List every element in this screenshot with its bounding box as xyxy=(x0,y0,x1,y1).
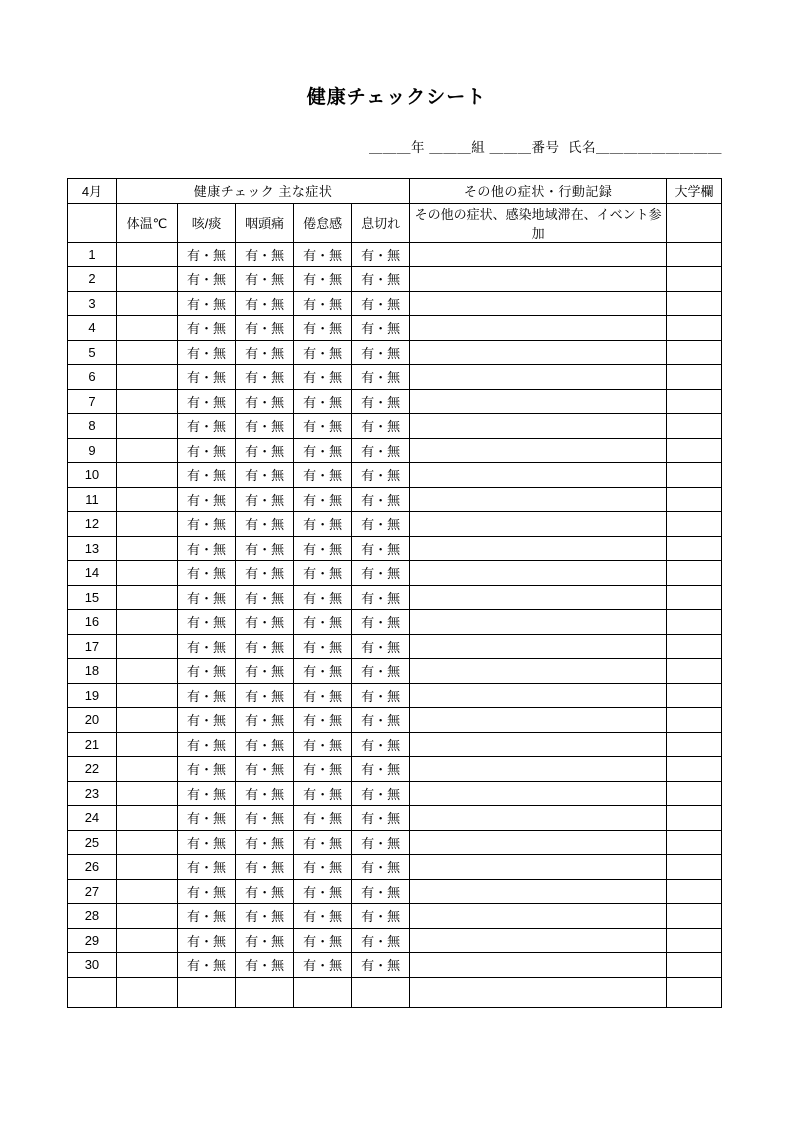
table-row xyxy=(68,928,722,953)
breath-yes-no-cell[interactable] xyxy=(352,977,410,1007)
cough-yes-no-cell[interactable]: 有・無 xyxy=(178,904,236,929)
table-row xyxy=(68,512,722,537)
temperature-input-cell[interactable] xyxy=(116,585,177,610)
other-notes-cell[interactable] xyxy=(410,732,667,757)
table-row xyxy=(68,561,722,586)
breath-yes-no-cell[interactable]: 有・無 xyxy=(352,806,410,831)
cough-yes-no-cell[interactable]: 有・無 xyxy=(178,389,236,414)
table-row xyxy=(68,438,722,463)
cough-yes-no-cell[interactable]: 有・無 xyxy=(178,634,236,659)
other-notes-cell[interactable] xyxy=(410,316,667,341)
table-row xyxy=(68,316,722,341)
university-column-cell[interactable] xyxy=(666,683,721,708)
temperature-input-cell[interactable] xyxy=(116,414,177,439)
university-column-cell[interactable] xyxy=(666,757,721,782)
university-column-cell[interactable] xyxy=(666,659,721,684)
temperature-input-cell[interactable] xyxy=(116,879,177,904)
temperature-input-cell[interactable] xyxy=(116,487,177,512)
temperature-input-cell[interactable] xyxy=(116,634,177,659)
cough-yes-no-cell[interactable]: 有・無 xyxy=(178,536,236,561)
temperature-input-cell[interactable] xyxy=(116,536,177,561)
other-notes-cell[interactable] xyxy=(410,389,667,414)
health-check-table xyxy=(67,178,722,1008)
breath-yes-no-cell[interactable]: 有・無 xyxy=(352,855,410,880)
fatigue-yes-no-cell[interactable]: 有・無 xyxy=(294,830,352,855)
day-number-cell: 21 xyxy=(68,732,117,757)
header-fatigue: 倦怠感 xyxy=(294,203,352,242)
temperature-input-cell[interactable] xyxy=(116,781,177,806)
temperature-input-cell[interactable] xyxy=(116,830,177,855)
fatigue-yes-no-cell[interactable]: 有・無 xyxy=(294,585,352,610)
fatigue-yes-no-cell[interactable]: 有・無 xyxy=(294,242,352,267)
header-shortness-of-breath: 息切れ xyxy=(352,203,410,242)
table-row xyxy=(68,389,722,414)
other-notes-cell[interactable] xyxy=(410,855,667,880)
cough-yes-no-cell[interactable]: 有・無 xyxy=(178,610,236,635)
breath-yes-no-cell[interactable]: 有・無 xyxy=(352,561,410,586)
university-column-cell[interactable] xyxy=(666,291,721,316)
day-number-cell: 9 xyxy=(68,438,117,463)
day-number-cell: 23 xyxy=(68,781,117,806)
temperature-input-cell[interactable] xyxy=(116,928,177,953)
fatigue-yes-no-cell[interactable]: 有・無 xyxy=(294,732,352,757)
temperature-input-cell[interactable] xyxy=(116,855,177,880)
breath-yes-no-cell[interactable]: 有・無 xyxy=(352,585,410,610)
cough-yes-no-cell[interactable]: 有・無 xyxy=(178,487,236,512)
other-notes-cell[interactable] xyxy=(410,438,667,463)
university-column-cell[interactable] xyxy=(666,267,721,292)
sore-throat-yes-no-cell[interactable]: 有・無 xyxy=(236,855,294,880)
header-other-note: その他の症状、感染地域滞在、イベント参加 xyxy=(410,203,667,242)
other-notes-cell[interactable] xyxy=(410,953,667,978)
university-column-cell[interactable] xyxy=(666,242,721,267)
cough-yes-no-cell[interactable]: 有・無 xyxy=(178,855,236,880)
fatigue-yes-no-cell[interactable]: 有・無 xyxy=(294,879,352,904)
university-column-cell[interactable] xyxy=(666,487,721,512)
day-number-cell: 12 xyxy=(68,512,117,537)
header-symptom-group: 健康チェック 主な症状 xyxy=(116,179,409,204)
breath-yes-no-cell[interactable]: 有・無 xyxy=(352,781,410,806)
table-row xyxy=(68,267,722,292)
day-number-cell: 8 xyxy=(68,414,117,439)
fatigue-yes-no-cell[interactable]: 有・無 xyxy=(294,928,352,953)
cough-yes-no-cell[interactable]: 有・無 xyxy=(178,585,236,610)
temperature-input-cell[interactable] xyxy=(116,267,177,292)
header-cough: 咳/痰 xyxy=(178,203,236,242)
fatigue-yes-no-cell[interactable]: 有・無 xyxy=(294,855,352,880)
temperature-input-cell[interactable] xyxy=(116,291,177,316)
temperature-input-cell[interactable] xyxy=(116,340,177,365)
sore-throat-yes-no-cell[interactable]: 有・無 xyxy=(236,561,294,586)
fatigue-yes-no-cell[interactable]: 有・無 xyxy=(294,610,352,635)
table-row xyxy=(68,536,722,561)
cough-yes-no-cell[interactable]: 有・無 xyxy=(178,291,236,316)
university-column-cell[interactable] xyxy=(666,634,721,659)
university-column-cell[interactable] xyxy=(666,781,721,806)
day-number-cell: 16 xyxy=(68,610,117,635)
sore-throat-yes-no-cell[interactable]: 有・無 xyxy=(236,291,294,316)
cough-yes-no-cell[interactable]: 有・無 xyxy=(178,438,236,463)
header-university-column: 大学欄 xyxy=(666,179,721,204)
breath-yes-no-cell[interactable]: 有・無 xyxy=(352,757,410,782)
university-column-cell[interactable] xyxy=(666,512,721,537)
temperature-input-cell[interactable] xyxy=(116,561,177,586)
university-column-cell[interactable] xyxy=(666,977,721,1007)
day-number-cell xyxy=(68,977,117,1007)
sore-throat-yes-no-cell[interactable]: 有・無 xyxy=(236,316,294,341)
cough-yes-no-cell[interactable]: 有・無 xyxy=(178,512,236,537)
university-column-cell[interactable] xyxy=(666,904,721,929)
fatigue-yes-no-cell[interactable]: 有・無 xyxy=(294,757,352,782)
university-column-cell[interactable] xyxy=(666,732,721,757)
sore-throat-yes-no-cell[interactable]: 有・無 xyxy=(236,953,294,978)
university-column-cell[interactable] xyxy=(666,928,721,953)
table-row xyxy=(68,781,722,806)
day-number-cell: 24 xyxy=(68,806,117,831)
sore-throat-yes-no-cell[interactable]: 有・無 xyxy=(236,806,294,831)
university-column-cell[interactable] xyxy=(666,316,721,341)
fatigue-yes-no-cell[interactable]: 有・無 xyxy=(294,683,352,708)
sore-throat-yes-no-cell[interactable]: 有・無 xyxy=(236,708,294,733)
table-row xyxy=(68,683,722,708)
sore-throat-yes-no-cell[interactable]: 有・無 xyxy=(236,585,294,610)
day-number-cell: 26 xyxy=(68,855,117,880)
table-row xyxy=(68,634,722,659)
student-identity-line: ＿＿＿年 ＿＿＿組 ＿＿＿番号 氏名＿＿＿＿＿＿＿＿＿ xyxy=(368,140,722,155)
table-row xyxy=(68,585,722,610)
breath-yes-no-cell[interactable]: 有・無 xyxy=(352,316,410,341)
other-notes-cell[interactable] xyxy=(410,928,667,953)
breath-yes-no-cell[interactable]: 有・無 xyxy=(352,536,410,561)
breath-yes-no-cell[interactable]: 有・無 xyxy=(352,340,410,365)
other-notes-cell[interactable] xyxy=(410,536,667,561)
day-number-cell: 18 xyxy=(68,659,117,684)
university-column-cell[interactable] xyxy=(666,953,721,978)
fatigue-yes-no-cell[interactable] xyxy=(294,977,352,1007)
table-row xyxy=(68,855,722,880)
sore-throat-yes-no-cell[interactable]: 有・無 xyxy=(236,438,294,463)
day-number-cell: 1 xyxy=(68,242,117,267)
other-notes-cell[interactable] xyxy=(410,414,667,439)
other-notes-cell[interactable] xyxy=(410,806,667,831)
cough-yes-no-cell[interactable]: 有・無 xyxy=(178,781,236,806)
cough-yes-no-cell[interactable]: 有・無 xyxy=(178,561,236,586)
other-notes-cell[interactable] xyxy=(410,781,667,806)
sore-throat-yes-no-cell[interactable]: 有・無 xyxy=(236,928,294,953)
cough-yes-no-cell[interactable]: 有・無 xyxy=(178,757,236,782)
breath-yes-no-cell[interactable]: 有・無 xyxy=(352,610,410,635)
cough-yes-no-cell[interactable]: 有・無 xyxy=(178,316,236,341)
sore-throat-yes-no-cell[interactable]: 有・無 xyxy=(236,683,294,708)
table-row xyxy=(68,340,722,365)
breath-yes-no-cell[interactable]: 有・無 xyxy=(352,879,410,904)
table-row xyxy=(68,953,722,978)
other-notes-cell[interactable] xyxy=(410,708,667,733)
breath-yes-no-cell[interactable]: 有・無 xyxy=(352,291,410,316)
sore-throat-yes-no-cell[interactable]: 有・無 xyxy=(236,512,294,537)
cough-yes-no-cell[interactable]: 有・無 xyxy=(178,340,236,365)
table-header-row-top xyxy=(68,179,722,204)
other-notes-cell[interactable] xyxy=(410,904,667,929)
table-row xyxy=(68,977,722,1007)
university-column-cell[interactable] xyxy=(666,536,721,561)
breath-yes-no-cell[interactable]: 有・無 xyxy=(352,242,410,267)
temperature-input-cell[interactable] xyxy=(116,732,177,757)
other-notes-cell[interactable] xyxy=(410,365,667,390)
table-row xyxy=(68,242,722,267)
cough-yes-no-cell[interactable]: 有・無 xyxy=(178,659,236,684)
university-column-cell[interactable] xyxy=(666,561,721,586)
table-row xyxy=(68,463,722,488)
temperature-input-cell[interactable] xyxy=(116,365,177,390)
university-column-cell[interactable] xyxy=(666,365,721,390)
table-row xyxy=(68,904,722,929)
table-header xyxy=(68,179,722,243)
page-title: 健康チェックシート xyxy=(306,87,487,108)
university-column-cell[interactable] xyxy=(666,438,721,463)
cough-yes-no-cell[interactable]: 有・無 xyxy=(178,879,236,904)
temperature-input-cell[interactable] xyxy=(116,953,177,978)
sore-throat-yes-no-cell[interactable]: 有・無 xyxy=(236,487,294,512)
header-other-group: その他の症状・行動記録 xyxy=(410,179,667,204)
sore-throat-yes-no-cell[interactable]: 有・無 xyxy=(236,830,294,855)
fatigue-yes-no-cell[interactable]: 有・無 xyxy=(294,806,352,831)
other-notes-cell[interactable] xyxy=(410,683,667,708)
day-number-cell: 28 xyxy=(68,904,117,929)
temperature-input-cell[interactable] xyxy=(116,659,177,684)
other-notes-cell[interactable] xyxy=(410,463,667,488)
table-row xyxy=(68,879,722,904)
cough-yes-no-cell[interactable]: 有・無 xyxy=(178,365,236,390)
table-row xyxy=(68,291,722,316)
day-number-cell: 30 xyxy=(68,953,117,978)
other-notes-cell[interactable] xyxy=(410,634,667,659)
header-university-sub xyxy=(666,203,721,242)
table-row xyxy=(68,830,722,855)
other-notes-cell[interactable] xyxy=(410,610,667,635)
university-column-cell[interactable] xyxy=(666,414,721,439)
sore-throat-yes-no-cell[interactable] xyxy=(236,977,294,1007)
breath-yes-no-cell[interactable]: 有・無 xyxy=(352,928,410,953)
table-row xyxy=(68,732,722,757)
university-column-cell[interactable] xyxy=(666,340,721,365)
temperature-input-cell[interactable] xyxy=(116,904,177,929)
other-notes-cell[interactable] xyxy=(410,512,667,537)
university-column-cell[interactable] xyxy=(666,610,721,635)
temperature-input-cell[interactable] xyxy=(116,610,177,635)
breath-yes-no-cell[interactable]: 有・無 xyxy=(352,414,410,439)
header-day xyxy=(68,203,117,242)
temperature-input-cell[interactable] xyxy=(116,683,177,708)
temperature-input-cell[interactable] xyxy=(116,463,177,488)
breath-yes-no-cell[interactable]: 有・無 xyxy=(352,904,410,929)
other-notes-cell[interactable] xyxy=(410,291,667,316)
other-notes-cell[interactable] xyxy=(410,487,667,512)
breath-yes-no-cell[interactable]: 有・無 xyxy=(352,487,410,512)
breath-yes-no-cell[interactable]: 有・無 xyxy=(352,267,410,292)
temperature-input-cell[interactable] xyxy=(116,438,177,463)
university-column-cell[interactable] xyxy=(666,855,721,880)
cough-yes-no-cell[interactable]: 有・無 xyxy=(178,267,236,292)
breath-yes-no-cell[interactable]: 有・無 xyxy=(352,732,410,757)
fatigue-yes-no-cell[interactable]: 有・無 xyxy=(294,365,352,390)
sore-throat-yes-no-cell[interactable]: 有・無 xyxy=(236,732,294,757)
other-notes-cell[interactable] xyxy=(410,879,667,904)
sore-throat-yes-no-cell[interactable]: 有・無 xyxy=(236,904,294,929)
day-number-cell: 5 xyxy=(68,340,117,365)
cough-yes-no-cell[interactable]: 有・無 xyxy=(178,953,236,978)
sore-throat-yes-no-cell[interactable]: 有・無 xyxy=(236,242,294,267)
fatigue-yes-no-cell[interactable]: 有・無 xyxy=(294,438,352,463)
temperature-input-cell[interactable] xyxy=(116,242,177,267)
sore-throat-yes-no-cell[interactable]: 有・無 xyxy=(236,340,294,365)
fatigue-yes-no-cell[interactable]: 有・無 xyxy=(294,708,352,733)
university-column-cell[interactable] xyxy=(666,806,721,831)
fatigue-yes-no-cell[interactable]: 有・無 xyxy=(294,659,352,684)
breath-yes-no-cell[interactable]: 有・無 xyxy=(352,708,410,733)
cough-yes-no-cell[interactable]: 有・無 xyxy=(178,414,236,439)
cough-yes-no-cell[interactable]: 有・無 xyxy=(178,683,236,708)
cough-yes-no-cell[interactable]: 有・無 xyxy=(178,806,236,831)
table-row xyxy=(68,757,722,782)
day-number-cell: 6 xyxy=(68,365,117,390)
day-number-cell: 4 xyxy=(68,316,117,341)
other-notes-cell[interactable] xyxy=(410,585,667,610)
table-row xyxy=(68,487,722,512)
day-number-cell: 11 xyxy=(68,487,117,512)
cough-yes-no-cell[interactable]: 有・無 xyxy=(178,732,236,757)
temperature-input-cell[interactable] xyxy=(116,708,177,733)
cough-yes-no-cell[interactable]: 有・無 xyxy=(178,463,236,488)
breath-yes-no-cell[interactable]: 有・無 xyxy=(352,830,410,855)
table-body xyxy=(68,242,722,1007)
breath-yes-no-cell[interactable]: 有・無 xyxy=(352,953,410,978)
sore-throat-yes-no-cell[interactable]: 有・無 xyxy=(236,610,294,635)
table-row xyxy=(68,414,722,439)
cough-yes-no-cell[interactable]: 有・無 xyxy=(178,242,236,267)
fatigue-yes-no-cell[interactable]: 有・無 xyxy=(294,487,352,512)
sore-throat-yes-no-cell[interactable]: 有・無 xyxy=(236,365,294,390)
table-header-row-sub xyxy=(68,203,722,242)
day-number-cell: 29 xyxy=(68,928,117,953)
other-notes-cell[interactable] xyxy=(410,659,667,684)
day-number-cell: 3 xyxy=(68,291,117,316)
day-number-cell: 22 xyxy=(68,757,117,782)
sore-throat-yes-no-cell[interactable]: 有・無 xyxy=(236,757,294,782)
day-number-cell: 10 xyxy=(68,463,117,488)
cough-yes-no-cell[interactable]: 有・無 xyxy=(178,830,236,855)
breath-yes-no-cell[interactable]: 有・無 xyxy=(352,512,410,537)
day-number-cell: 13 xyxy=(68,536,117,561)
fatigue-yes-no-cell[interactable]: 有・無 xyxy=(294,953,352,978)
sore-throat-yes-no-cell[interactable]: 有・無 xyxy=(236,463,294,488)
university-column-cell[interactable] xyxy=(666,463,721,488)
other-notes-cell[interactable] xyxy=(410,830,667,855)
university-column-cell[interactable] xyxy=(666,389,721,414)
university-column-cell[interactable] xyxy=(666,708,721,733)
sore-throat-yes-no-cell[interactable]: 有・無 xyxy=(236,267,294,292)
table-row xyxy=(68,365,722,390)
sore-throat-yes-no-cell[interactable]: 有・無 xyxy=(236,781,294,806)
cough-yes-no-cell[interactable]: 有・無 xyxy=(178,708,236,733)
day-number-cell: 19 xyxy=(68,683,117,708)
other-notes-cell[interactable] xyxy=(410,977,667,1007)
cough-yes-no-cell[interactable]: 有・無 xyxy=(178,928,236,953)
day-number-cell: 27 xyxy=(68,879,117,904)
day-number-cell: 25 xyxy=(68,830,117,855)
fatigue-yes-no-cell[interactable]: 有・無 xyxy=(294,781,352,806)
fatigue-yes-no-cell[interactable]: 有・無 xyxy=(294,340,352,365)
sore-throat-yes-no-cell[interactable]: 有・無 xyxy=(236,634,294,659)
breath-yes-no-cell[interactable]: 有・無 xyxy=(352,463,410,488)
cough-yes-no-cell[interactable] xyxy=(178,977,236,1007)
university-column-cell[interactable] xyxy=(666,879,721,904)
breath-yes-no-cell[interactable]: 有・無 xyxy=(352,438,410,463)
day-number-cell: 20 xyxy=(68,708,117,733)
other-notes-cell[interactable] xyxy=(410,757,667,782)
temperature-input-cell[interactable] xyxy=(116,389,177,414)
other-notes-cell[interactable] xyxy=(410,561,667,586)
breath-yes-no-cell[interactable]: 有・無 xyxy=(352,683,410,708)
day-number-cell: 14 xyxy=(68,561,117,586)
table-row xyxy=(68,708,722,733)
table-row xyxy=(68,806,722,831)
university-column-cell[interactable] xyxy=(666,585,721,610)
temperature-input-cell[interactable] xyxy=(116,757,177,782)
sore-throat-yes-no-cell[interactable]: 有・無 xyxy=(236,659,294,684)
breath-yes-no-cell[interactable]: 有・無 xyxy=(352,389,410,414)
other-notes-cell[interactable] xyxy=(410,267,667,292)
day-number-cell: 7 xyxy=(68,389,117,414)
other-notes-cell[interactable] xyxy=(410,242,667,267)
day-number-cell: 17 xyxy=(68,634,117,659)
fatigue-yes-no-cell[interactable]: 有・無 xyxy=(294,316,352,341)
header-temperature: 体温℃ xyxy=(116,203,177,242)
breath-yes-no-cell[interactable]: 有・無 xyxy=(352,634,410,659)
sore-throat-yes-no-cell[interactable]: 有・無 xyxy=(236,536,294,561)
day-number-cell: 15 xyxy=(68,585,117,610)
breath-yes-no-cell[interactable]: 有・無 xyxy=(352,659,410,684)
sore-throat-yes-no-cell[interactable]: 有・無 xyxy=(236,389,294,414)
temperature-input-cell[interactable] xyxy=(116,316,177,341)
fatigue-yes-no-cell[interactable]: 有・無 xyxy=(294,414,352,439)
fatigue-yes-no-cell[interactable]: 有・無 xyxy=(294,291,352,316)
table-row xyxy=(68,659,722,684)
fatigue-yes-no-cell[interactable]: 有・無 xyxy=(294,512,352,537)
header-month: 4月 xyxy=(68,179,117,204)
table-row xyxy=(68,610,722,635)
temperature-input-cell[interactable] xyxy=(116,512,177,537)
fatigue-yes-no-cell[interactable]: 有・無 xyxy=(294,463,352,488)
other-notes-cell[interactable] xyxy=(410,340,667,365)
fatigue-yes-no-cell[interactable]: 有・無 xyxy=(294,634,352,659)
temperature-input-cell[interactable] xyxy=(116,806,177,831)
breath-yes-no-cell[interactable]: 有・無 xyxy=(352,365,410,390)
fatigue-yes-no-cell[interactable]: 有・無 xyxy=(294,904,352,929)
fatigue-yes-no-cell[interactable]: 有・無 xyxy=(294,267,352,292)
fatigue-yes-no-cell[interactable]: 有・無 xyxy=(294,561,352,586)
sore-throat-yes-no-cell[interactable]: 有・無 xyxy=(236,414,294,439)
fatigue-yes-no-cell[interactable]: 有・無 xyxy=(294,536,352,561)
fatigue-yes-no-cell[interactable]: 有・無 xyxy=(294,389,352,414)
sore-throat-yes-no-cell[interactable]: 有・無 xyxy=(236,879,294,904)
university-column-cell[interactable] xyxy=(666,830,721,855)
header-sore-throat: 咽頭痛 xyxy=(236,203,294,242)
day-number-cell: 2 xyxy=(68,267,117,292)
temperature-input-cell[interactable] xyxy=(116,977,177,1007)
